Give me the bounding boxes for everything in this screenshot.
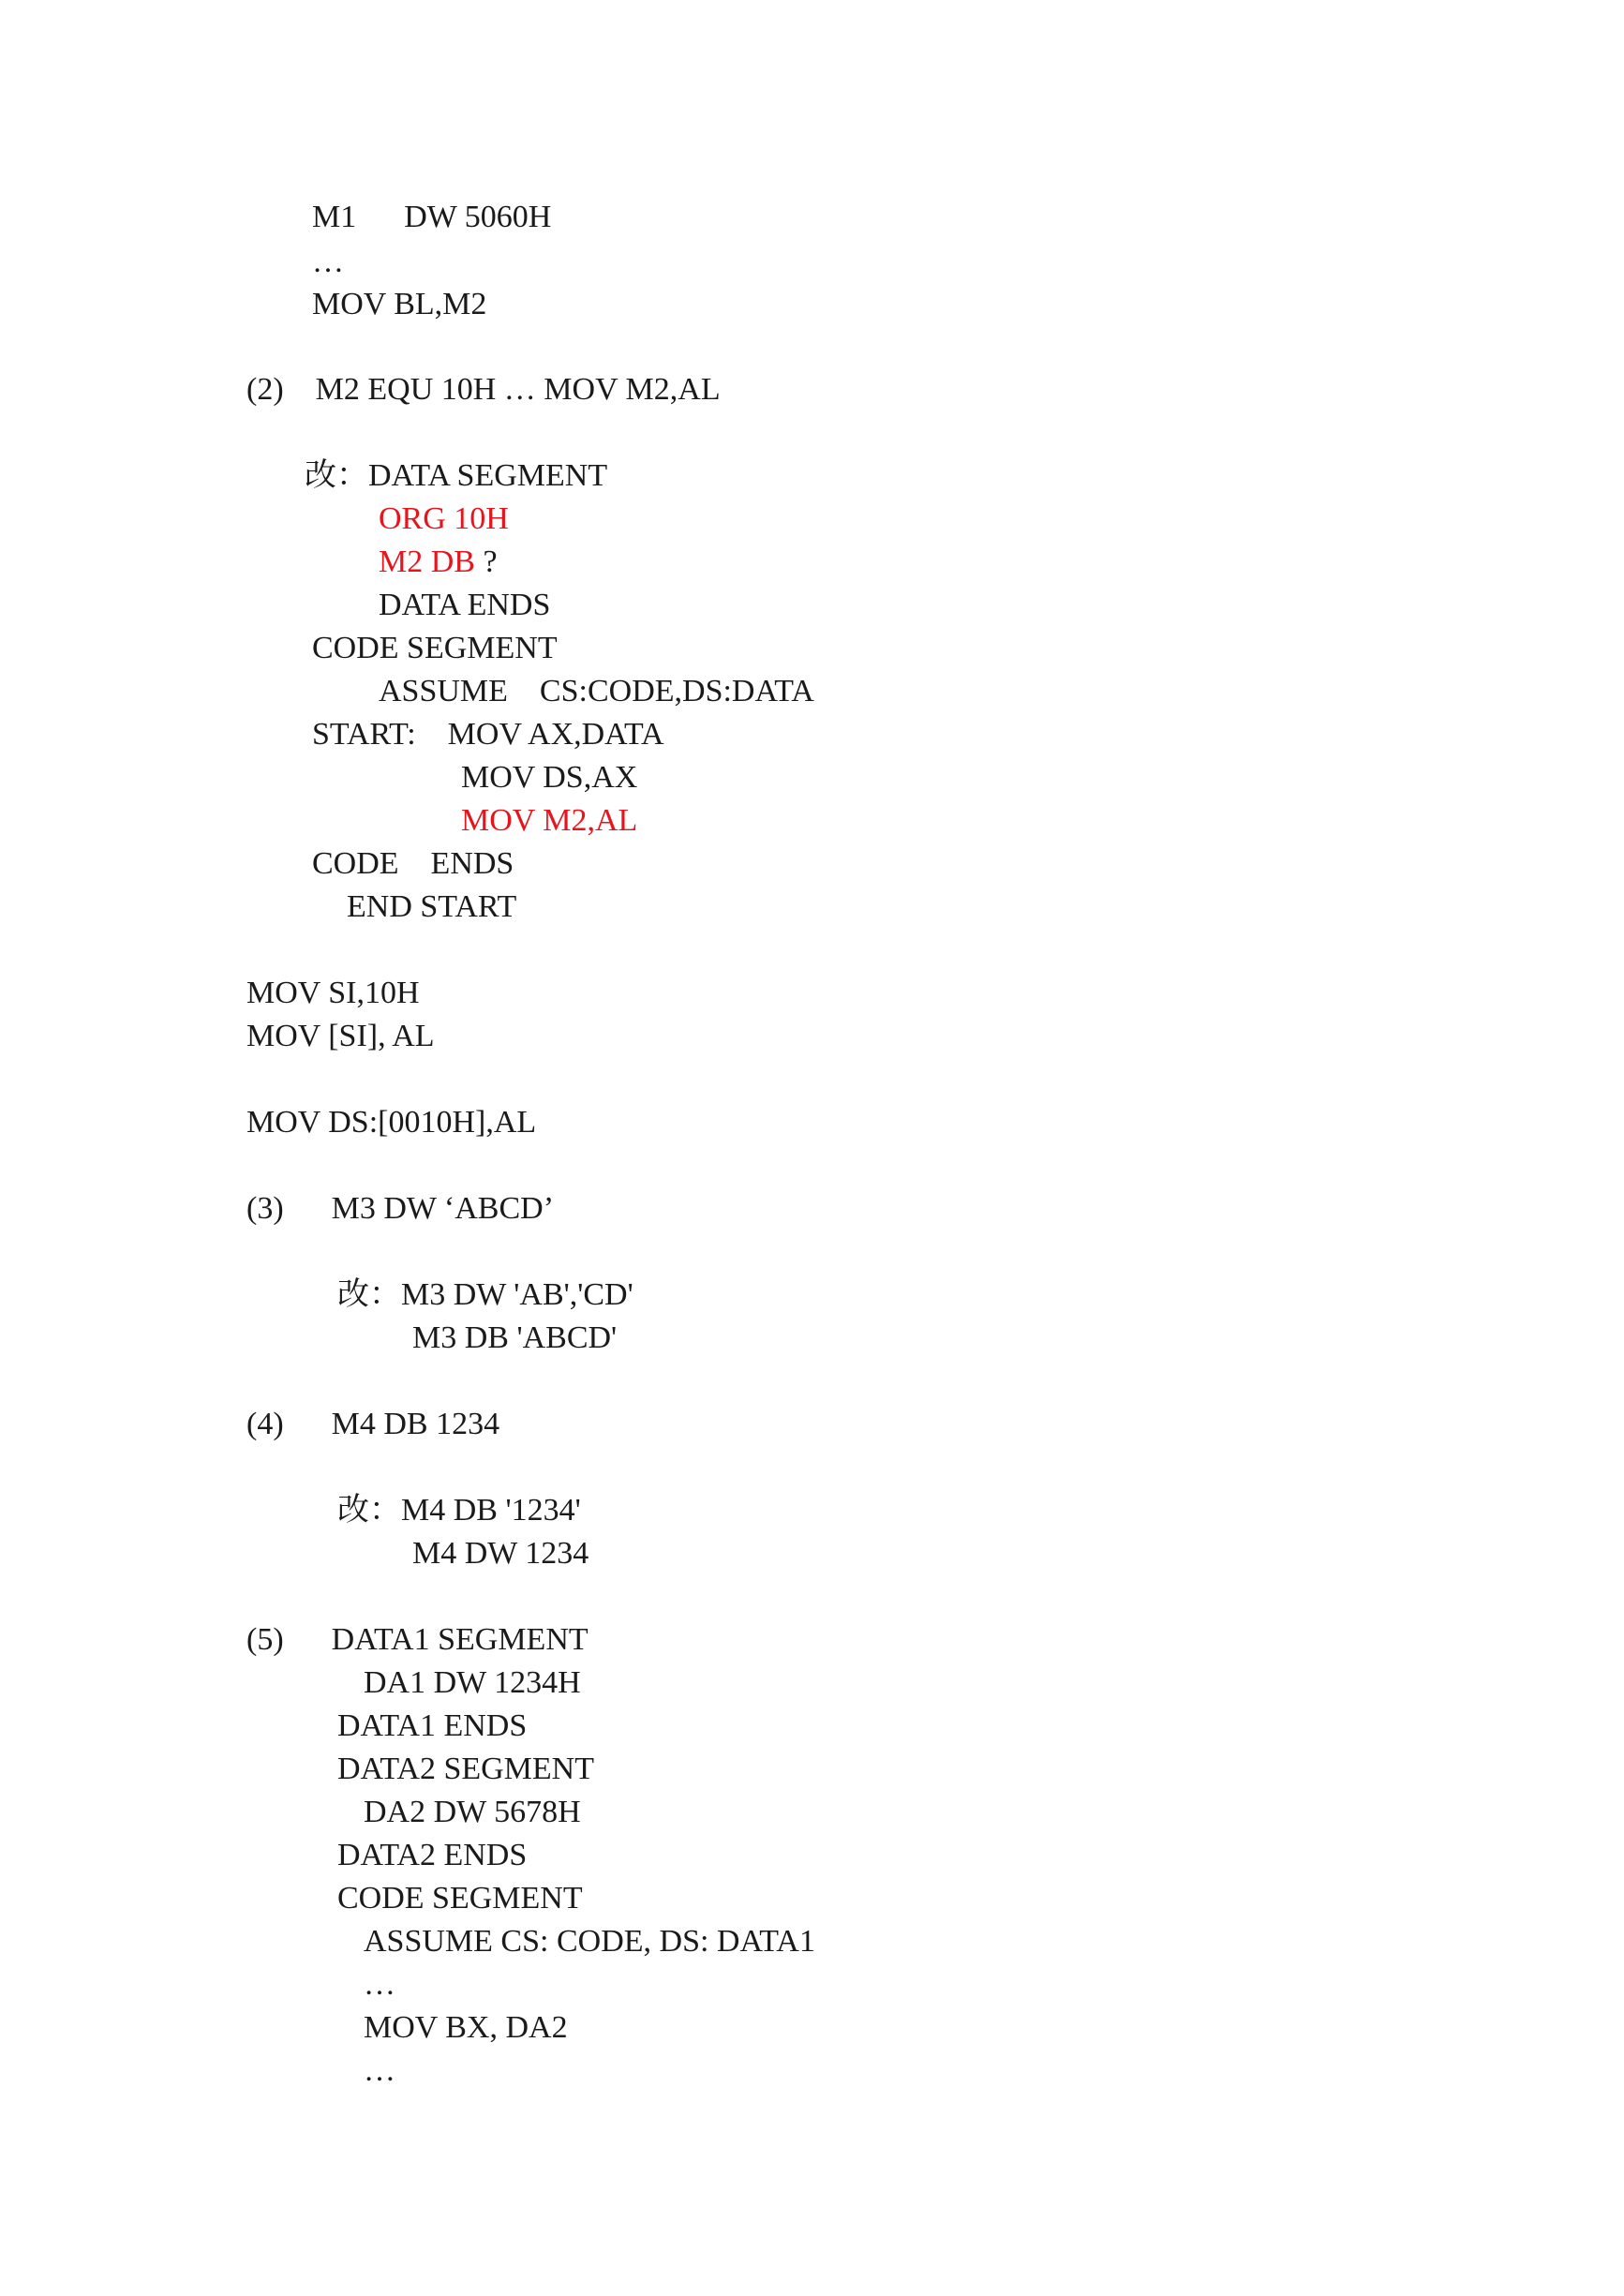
data2-ends-line: DATA2 ENDS <box>337 1838 528 1872</box>
assume-5-line: ASSUME CS: CODE, DS: DATA1 <box>364 1924 815 1959</box>
da2-line: DA2 DW 5678H <box>364 1795 581 1829</box>
fix-m3-db-line: M3 DB 'ABCD' <box>412 1320 618 1355</box>
mov-bx-line: MOV BX, DA2 <box>364 2010 568 2045</box>
fix-m2-db-highlight: M2 DB <box>379 544 475 579</box>
da1-line: DA1 DW 1234H <box>364 1665 581 1700</box>
item-2-heading: (2) M2 EQU 10H … MOV M2,AL <box>246 372 721 407</box>
fix-org-line: ORG 10H <box>379 501 509 536</box>
ellipsis-5a-line: … <box>364 1967 395 2002</box>
fix-m2-db-operand: ? <box>474 544 498 579</box>
assume-line: ASSUME CS:CODE,DS:DATA <box>379 674 814 708</box>
fix-m3-dw-line: 改：M3 DW 'AB','CD' <box>337 1277 633 1312</box>
mov-m2-al-line: MOV M2,AL <box>461 803 638 838</box>
ellipsis-5b-line: … <box>364 2053 395 2088</box>
start-line: START: MOV AX,DATA <box>312 717 664 752</box>
fix-m4-dw-line: M4 DW 1234 <box>412 1536 589 1571</box>
data2-segment-line: DATA2 SEGMENT <box>337 1752 594 1786</box>
item-3-heading: (3) M3 DW ‘ABCD’ <box>246 1191 555 1226</box>
code-line-m1-dw: M1 DW 5060H <box>312 200 552 234</box>
fix-m4-db-line: 改：M4 DB '1234' <box>337 1493 581 1528</box>
code-line-mov-bl: MOV BL,M2 <box>312 287 487 321</box>
fix-m2-db-line <box>379 544 498 581</box>
fix-data-segment: 改：DATA SEGMENT <box>305 458 608 493</box>
data-ends-line: DATA ENDS <box>379 588 551 622</box>
item-5-heading: (5) DATA1 SEGMENT <box>246 1622 589 1657</box>
mov-ds-ax-line: MOV DS,AX <box>461 760 638 795</box>
mov-ds-addr-line: MOV DS:[0010H],AL <box>246 1105 537 1140</box>
end-start-line: END START <box>347 889 517 924</box>
code-segment-5-line: CODE SEGMENT <box>337 1881 583 1916</box>
code-segment-line: CODE SEGMENT <box>312 631 558 665</box>
code-ends-line: CODE ENDS <box>312 846 514 881</box>
ellipsis-line: … <box>312 245 344 279</box>
data1-ends-line: DATA1 ENDS <box>337 1708 528 1743</box>
mov-si-line: MOV SI,10H <box>246 976 420 1010</box>
mov-si-al-line: MOV [SI], AL <box>246 1019 435 1053</box>
item-4-heading: (4) M4 DB 1234 <box>246 1407 500 1441</box>
